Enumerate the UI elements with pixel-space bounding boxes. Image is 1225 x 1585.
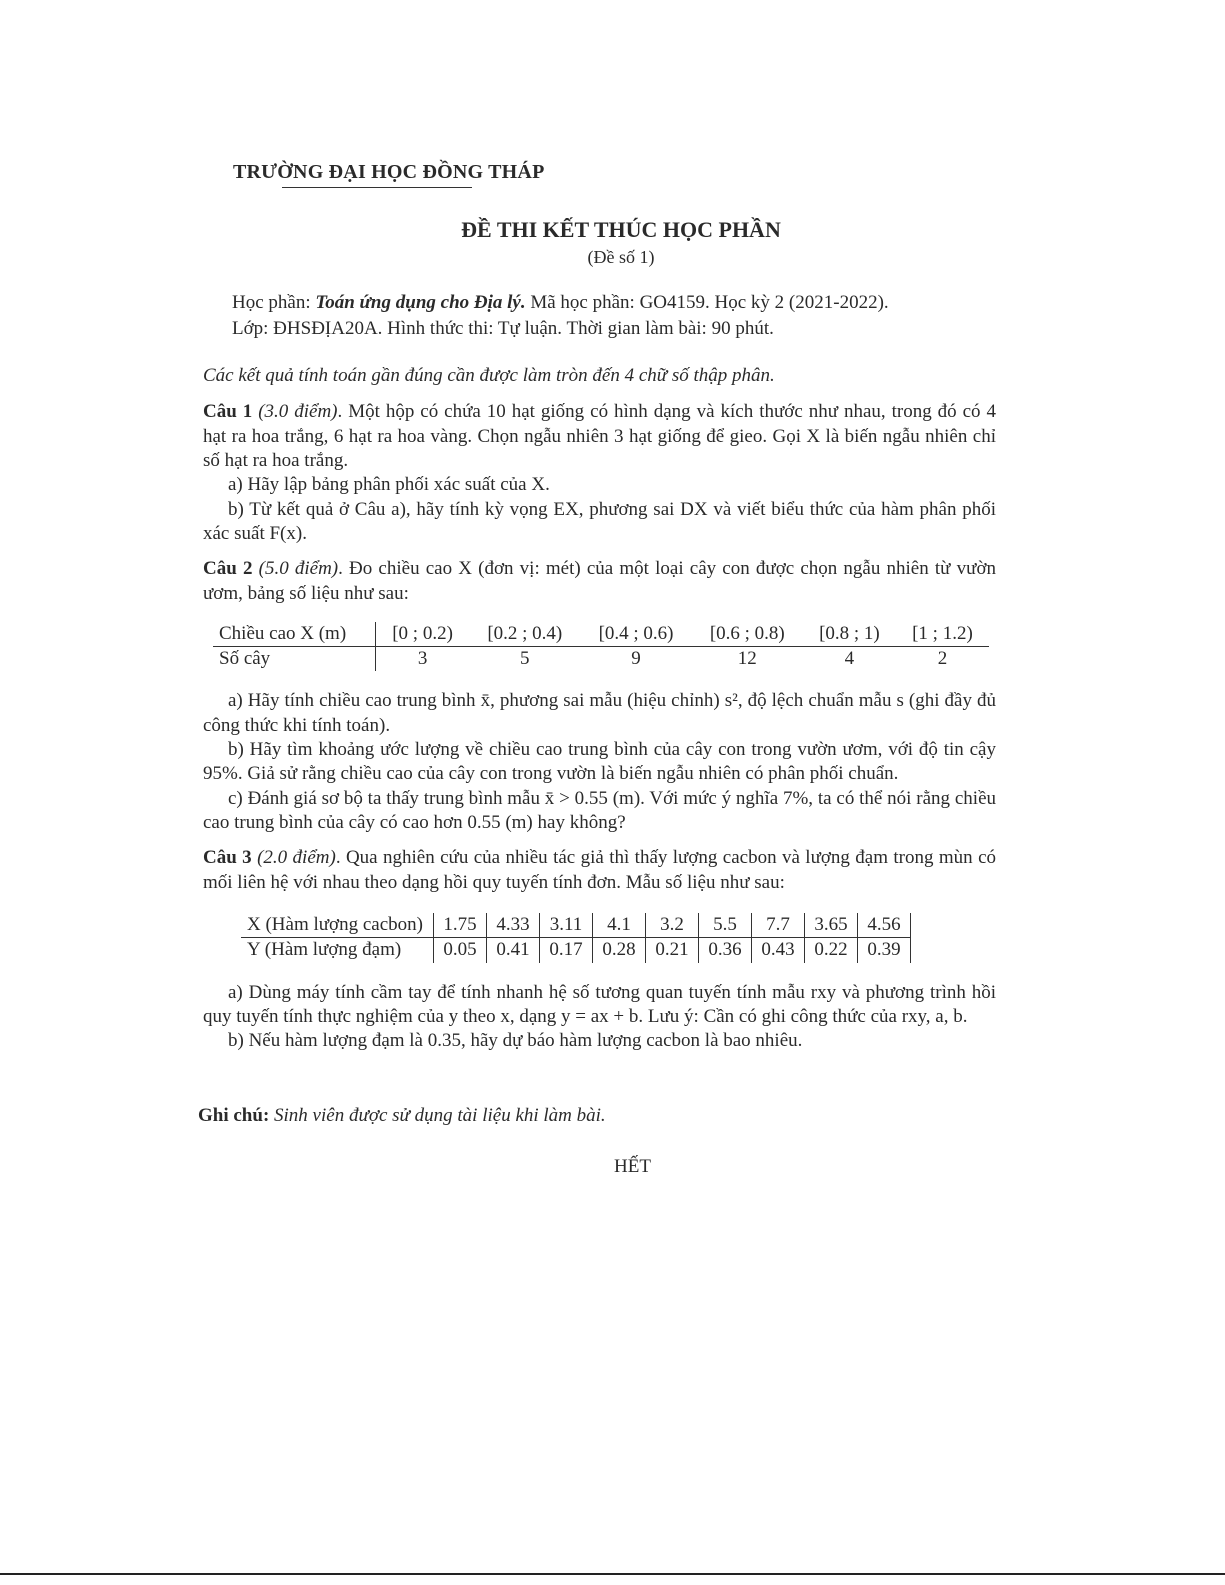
y-cell: 0.39 <box>857 938 910 963</box>
question-1b: b) Từ kết quả ở Câu a), hãy tính kỳ vọng EX, phương sai DX và viết biểu thức của hàm phân phối xác suất F(x). <box>203 498 996 544</box>
y-cell: 0.28 <box>592 938 645 963</box>
interval-cell: [1 ; 1.2) <box>896 622 989 647</box>
course-line-1 <box>232 290 992 316</box>
count-cell: 12 <box>737 648 757 670</box>
footer-note <box>198 1104 606 1128</box>
table-header-x: X (Hàm lượng cacbon) <box>241 913 433 938</box>
x-cell: 4.56 <box>857 913 910 938</box>
count-cell: 3 <box>417 648 428 670</box>
end-mark: HẾT <box>614 1156 651 1177</box>
question-2a: a) Hãy tính chiều cao trung bình x̄, phương sai mẫu (hiệu chỉnh) s², độ lệch chuẩn mẫu s (ghi đầy đủ công thức khi tính toán). <box>203 690 996 736</box>
table-row <box>213 622 989 647</box>
interval-cell: [0.4 ; 0.6) <box>580 622 691 647</box>
table-row <box>241 938 910 963</box>
question-2 <box>203 557 996 606</box>
note-label: Ghi chú: <box>198 1105 270 1126</box>
x-cell: 1.75 <box>433 913 486 938</box>
note-text: Sinh viên được sử dụng tài liệu khi làm bài. <box>269 1105 606 1126</box>
school-name: TRƯỜNG ĐẠI HỌC ĐỒNG THÁP <box>233 161 545 183</box>
x-cell: 4.1 <box>592 913 645 938</box>
x-cell: 7.7 <box>751 913 804 938</box>
interval-cell: [0 ; 0.2) <box>376 622 470 647</box>
question-3-text: . Qua nghiên cứu của nhiều tác giả thì thấy lượng cacbon và lượng đạm trong mùn có mối liên hệ với nhau theo dạng hồi quy tuyến tính đơn. Mẫu số liệu như sau: <box>203 847 997 893</box>
scan-edge-line <box>0 1573 1225 1575</box>
carbon-nitrogen-table <box>241 913 911 963</box>
count-cell: 4 <box>844 648 855 670</box>
question-2c: c) Đánh giá sơ bộ ta thấy trung bình mẫu x̄ > 0.55 (m). Với mức ý nghĩa 7%, ta có thể nói rằng chiều cao trung bình của cây có cao hơn 0.55 (m) hay không? <box>203 787 996 833</box>
interval-cell: [0.6 ; 0.8) <box>692 622 803 647</box>
course-line-2: Lớp: ĐHSĐỊA20A. Hình thức thi: Tự luận. Thời gian làm bài: 90 phút. <box>232 317 774 339</box>
y-cell: 0.41 <box>486 938 539 963</box>
title-block <box>0 216 1225 269</box>
x-cell: 5.5 <box>698 913 751 938</box>
exam-title: ĐỀ THI KẾT THÚC HỌC PHẦN <box>461 217 781 242</box>
question-1-label: Câu 1 <box>203 401 253 423</box>
question-3-label: Câu 3 <box>203 847 252 869</box>
question-2b: b) Hãy tìm khoảng ước lượng về chiều cao trung bình của cây con trong vườn ươm, với độ tin cậy 95%. Giả sử rằng chiều cao của cây con trong vườn là biến ngẫu nhiên có phân phối chuẩn. <box>203 739 996 785</box>
interval-cell: [0.2 ; 0.4) <box>469 622 580 647</box>
y-cell: 0.17 <box>539 938 592 963</box>
x-cell: 3.11 <box>539 913 592 938</box>
count-cell: 2 <box>937 648 948 670</box>
question-3 <box>203 846 996 895</box>
question-2-text: . Đo chiều cao X (đơn vị: mét) của một loại cây con được chọn ngẫu nhiên từ vườn ươm, bảng số liệu như sau: <box>203 558 996 604</box>
question-2-points: (5.0 điểm) <box>258 558 339 580</box>
course-label: Học phần: <box>232 292 316 313</box>
exam-subtitle: (Đề số 1) <box>587 247 655 268</box>
question-1-points: (3.0 điểm) <box>258 401 338 423</box>
x-cell: 3.65 <box>804 913 857 938</box>
count-cell: 9 <box>631 648 641 670</box>
question-1a: a) Hãy lập bảng phân phối xác suất của X. <box>228 474 550 496</box>
course-info <box>232 290 992 341</box>
interval-cell: [0.8 ; 1) <box>803 622 896 647</box>
table-row <box>213 647 989 672</box>
course-code: Mã học phần: GO4159. Học kỳ 2 (2021-2022). <box>525 292 889 313</box>
y-cell: 0.05 <box>433 938 486 963</box>
y-cell: 0.43 <box>751 938 804 963</box>
school-underline <box>282 187 472 188</box>
table-header-y: Y (Hàm lượng đạm) <box>241 938 433 963</box>
table-header-count: Số cây <box>213 647 376 672</box>
y-cell: 0.36 <box>698 938 751 963</box>
height-table <box>213 622 989 672</box>
question-1-text: . Một hộp có chứa 10 hạt giống có hình dạng và kích thước như nhau, trong đó có 4 hạt ra hoa trắng, 6 hạt ra hoa vàng. Chọn ngẫu nhiên 3 hạt giống để gieo. Gọi X là biến ngẫu nhiên chỉ số hạt ra hoa trắng. <box>203 401 996 471</box>
y-cell: 0.21 <box>645 938 698 963</box>
question-3b: b) Nếu hàm lượng đạm là 0.35, hãy dự báo hàm lượng cacbon là bao nhiêu. <box>228 1030 803 1052</box>
table-row <box>241 913 910 938</box>
course-name: Toán ứng dụng cho Địa lý. <box>315 292 526 313</box>
y-cell: 0.22 <box>804 938 857 963</box>
rounding-instruction: Các kết quả tính toán gần đúng cần được làm tròn đến 4 chữ số thập phân. <box>203 365 775 386</box>
x-cell: 3.2 <box>645 913 698 938</box>
question-3-points: (2.0 điểm) <box>257 847 336 869</box>
question-1 <box>203 400 996 473</box>
count-cell: 5 <box>520 648 530 670</box>
table-header-height: Chiều cao X (m) <box>213 622 376 647</box>
x-cell: 4.33 <box>486 913 539 938</box>
question-3a: a) Dùng máy tính cầm tay để tính nhanh hệ số tương quan tuyến tính mẫu rxy và phương trình hồi quy tuyến tính thực nghiệm của y theo x, dạng y = ax + b. Lưu ý: Cần có ghi công thức của rxy, a, b. <box>203 981 996 1027</box>
question-2-label: Câu 2 <box>203 558 253 580</box>
exam-body <box>203 364 996 1054</box>
